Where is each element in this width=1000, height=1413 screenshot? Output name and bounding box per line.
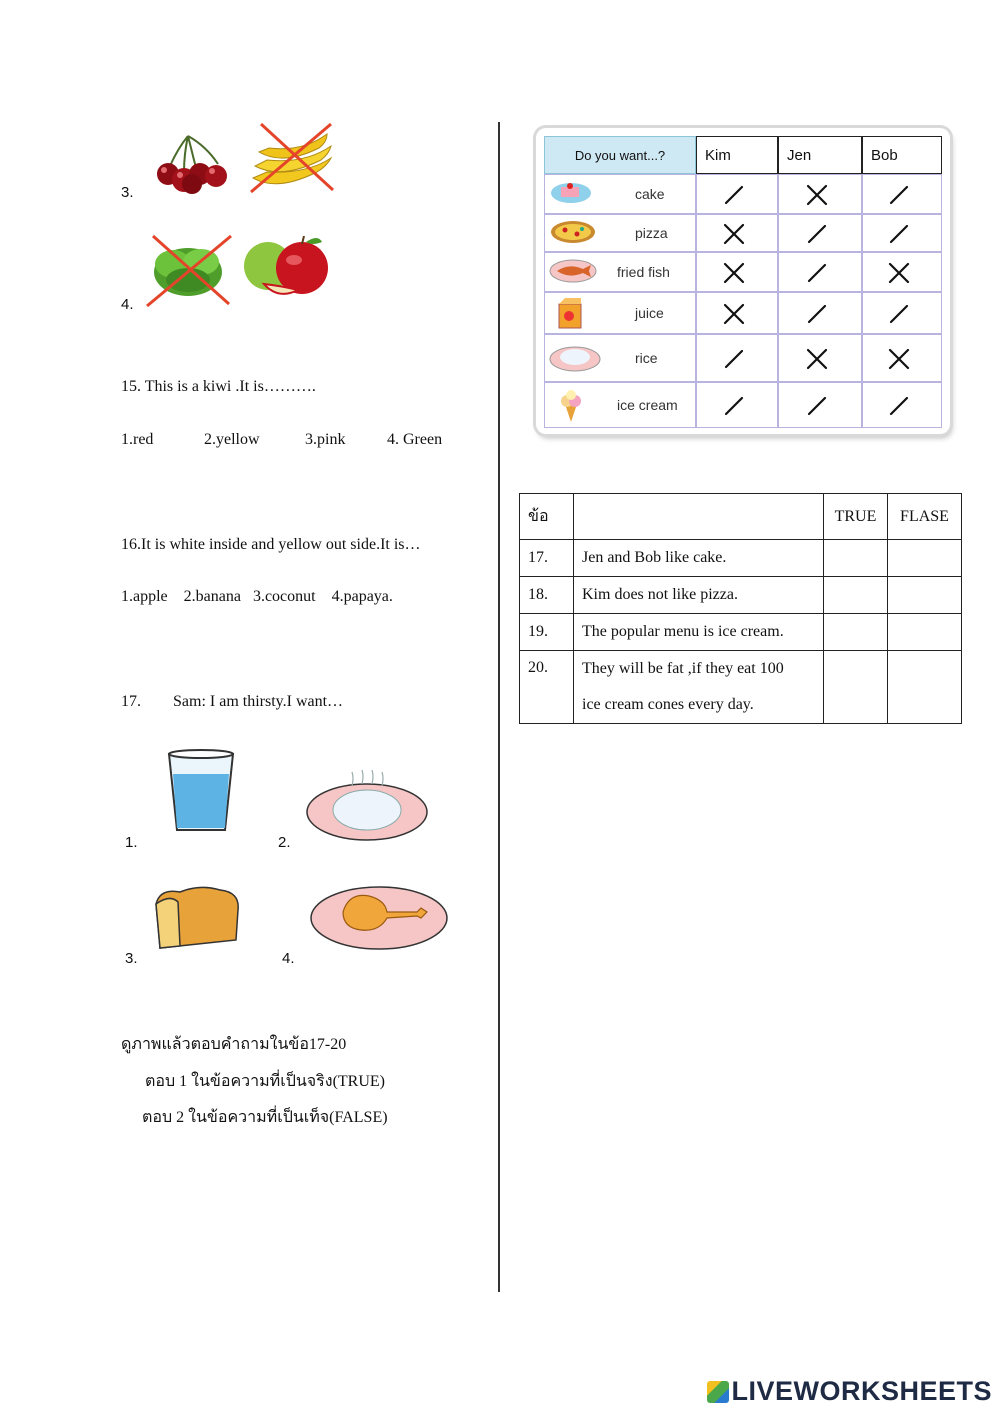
q15-option-3: 3.pink	[305, 431, 346, 448]
survey-cell-fried-fish-kim	[696, 252, 778, 292]
survey-row-fried-fish	[544, 252, 696, 292]
tf-answer-false-19[interactable]	[888, 614, 962, 651]
check-mark-icon	[803, 259, 831, 287]
survey-food-label: juice	[635, 305, 664, 321]
ice-cream-icon	[549, 390, 601, 422]
q17-choice-4-number: 4.	[282, 950, 295, 967]
q17-choice-3-number: 3.	[125, 950, 138, 967]
tf-answer-false-20[interactable]	[888, 651, 962, 724]
tf-row-statement: Jen and Bob like cake.	[574, 540, 824, 577]
q15-option-1: 1.red	[121, 431, 154, 448]
survey-cell-juice-jen	[778, 292, 862, 334]
tf-row-18	[520, 577, 962, 614]
q16-options: 1.apple 2.banana 3.coconut 4.papaya.	[121, 588, 393, 605]
survey-food-label: ice cream	[617, 397, 678, 413]
survey-row-ice-cream	[544, 382, 696, 428]
survey-cell-fried-fish-bob	[862, 252, 942, 292]
check-mark-icon	[720, 181, 748, 209]
survey-cell-ice-cream-kim	[696, 382, 778, 428]
check-mark-icon	[885, 181, 913, 209]
tf-row-17	[520, 540, 962, 577]
q15-option-2: 2.yellow	[204, 431, 260, 448]
bread-image	[150, 884, 242, 954]
instruction-line-3: ตอบ 2 ในข้อความที่เป็นเท็จ(FALSE)	[142, 1109, 388, 1126]
cross-mark-icon	[885, 345, 913, 373]
tf-row-statement-line-1: They will be fat ,if they eat 100	[582, 660, 784, 677]
plate-of-rice-image	[304, 770, 430, 842]
q13-number: 3.	[121, 184, 134, 201]
apples-image	[238, 236, 338, 302]
tf-header-item: ข้อ	[520, 494, 574, 540]
survey-header-kim: Kim	[696, 136, 778, 174]
q15-option-4: 4. Green	[387, 431, 443, 448]
survey-cell-rice-kim	[696, 334, 778, 382]
tf-row-statement	[574, 651, 824, 724]
lettuce-crossed-image	[143, 232, 233, 308]
cake-icon	[549, 179, 601, 211]
survey-cell-cake-kim	[696, 174, 778, 214]
cross-mark-icon	[720, 220, 748, 248]
tf-answer-false-17[interactable]	[888, 540, 962, 577]
rice-icon	[549, 343, 601, 375]
q17-number: 17.	[121, 693, 141, 710]
q17-choice-2-number: 2.	[278, 834, 291, 851]
survey-cell-ice-cream-jen	[778, 382, 862, 428]
q15-text: 15. This is a kiwi .It is……….	[121, 378, 316, 395]
tf-answer-false-18[interactable]	[888, 577, 962, 614]
survey-cell-pizza-bob	[862, 214, 942, 252]
tf-answer-true-20[interactable]	[824, 651, 888, 724]
survey-row-juice	[544, 292, 696, 334]
survey-header-bob: Bob	[862, 136, 942, 174]
survey-food-label: cake	[635, 186, 665, 202]
survey-cell-rice-bob	[862, 334, 942, 382]
check-mark-icon	[720, 392, 748, 420]
survey-header-jen: Jen	[778, 136, 862, 174]
q17-text: Sam: I am thirsty.I want…	[173, 693, 344, 710]
cross-mark-icon	[720, 259, 748, 287]
liveworksheets-logo-icon	[707, 1381, 729, 1403]
tf-row-statement-line-2: ice cream cones every day.	[582, 696, 754, 713]
survey-question-header: Do you want...?	[544, 136, 696, 174]
tf-row-number: 19.	[520, 614, 574, 651]
cross-mark-icon	[803, 181, 831, 209]
tf-row-19	[520, 614, 962, 651]
check-mark-icon	[885, 220, 913, 248]
liveworksheets-logo	[707, 1376, 992, 1407]
survey-food-label: fried fish	[617, 264, 670, 280]
tf-answer-true-19[interactable]	[824, 614, 888, 651]
column-divider	[498, 122, 500, 1292]
q14-number: 4.	[121, 296, 134, 313]
instruction-line-2: ตอบ 1 ในข้อความที่เป็นจริง(TRUE)	[145, 1073, 385, 1090]
tf-row-statement: The popular menu is ice cream.	[574, 614, 824, 651]
check-mark-icon	[720, 345, 748, 373]
survey-row-cake	[544, 174, 696, 214]
survey-cell-pizza-kim	[696, 214, 778, 252]
survey-cell-rice-jen	[778, 334, 862, 382]
tf-header-false: FLASE	[888, 494, 962, 540]
tf-row-statement: Kim does not like pizza.	[574, 577, 824, 614]
tf-row-number: 18.	[520, 577, 574, 614]
survey-food-label: rice	[635, 350, 658, 366]
fried-fish-icon	[549, 257, 601, 289]
survey-row-pizza	[544, 214, 696, 252]
cross-mark-icon	[803, 345, 831, 373]
plate-of-chicken-image	[309, 882, 449, 952]
tf-header-statement	[574, 494, 824, 540]
survey-cell-cake-jen	[778, 174, 862, 214]
juice-icon	[549, 298, 601, 330]
cherries-image	[148, 128, 243, 196]
survey-cell-ice-cream-bob	[862, 382, 942, 428]
survey-food-label: pizza	[635, 225, 668, 241]
tf-header-true: TRUE	[824, 494, 888, 540]
check-mark-icon	[803, 300, 831, 328]
survey-cell-pizza-jen	[778, 214, 862, 252]
tf-row-20	[520, 651, 962, 724]
check-mark-icon	[885, 392, 913, 420]
q16-text: 16.It is white inside and yellow out side.It is…	[121, 536, 421, 553]
cross-mark-icon	[885, 259, 913, 287]
banana-crossed-image	[247, 122, 335, 194]
survey-cell-juice-bob	[862, 292, 942, 334]
liveworksheets-logo-text: LIVEWORKSHEETS	[731, 1376, 992, 1406]
survey-row-rice	[544, 334, 696, 382]
food-survey-grid	[536, 128, 950, 434]
q17-choice-1-number: 1.	[125, 834, 138, 851]
true-false-table	[519, 493, 962, 724]
glass-of-water-image	[165, 748, 237, 834]
survey-cell-juice-kim	[696, 292, 778, 334]
check-mark-icon	[885, 300, 913, 328]
tf-answer-true-17[interactable]	[824, 540, 888, 577]
survey-cell-fried-fish-jen	[778, 252, 862, 292]
check-mark-icon	[803, 392, 831, 420]
check-mark-icon	[803, 220, 831, 248]
survey-cell-cake-bob	[862, 174, 942, 214]
cross-mark-icon	[720, 300, 748, 328]
tf-answer-true-18[interactable]	[824, 577, 888, 614]
tf-row-number: 20.	[520, 651, 574, 724]
instruction-line-1: ดูภาพแล้วตอบคำถามในข้อ17-20	[121, 1036, 347, 1053]
tf-row-number: 17.	[520, 540, 574, 577]
pizza-icon	[549, 218, 601, 250]
